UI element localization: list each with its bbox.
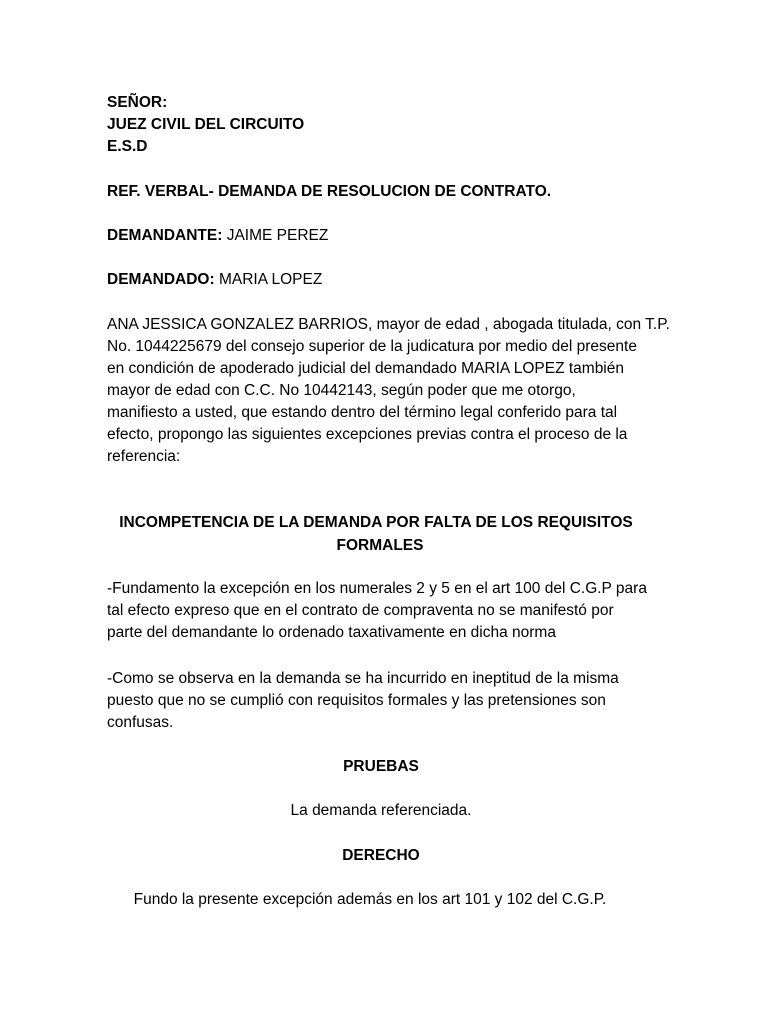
defendant-line bbox=[107, 269, 322, 291]
derecho-text: Fundo la presente excepción además en los art 101 y 102 del C.G.P. bbox=[133, 891, 607, 908]
plaintiff-line bbox=[107, 225, 328, 247]
intro-line: No. 1044225679 del consejo superior de la judicatura por medio del presente bbox=[107, 338, 637, 355]
reference-line: REF. VERBAL- DEMANDA DE RESOLUCION DE CONTRATO. bbox=[107, 183, 552, 200]
salutation: SEÑOR: bbox=[107, 94, 168, 111]
defendant-label: DEMANDADO: bbox=[107, 271, 215, 288]
intro-line: referencia: bbox=[107, 448, 181, 465]
derecho-heading: DERECHO bbox=[342, 847, 420, 864]
intro-line: efecto, propongo las siguientes excepciones previas contra el proceso de la bbox=[107, 426, 628, 443]
addressee-judge: JUEZ CIVIL DEL CIRCUITO bbox=[107, 116, 305, 133]
section-heading-line: INCOMPETENCIA DE LA DEMANDA POR FALTA DE LOS REQUISITOS bbox=[119, 514, 633, 531]
plaintiff-label: DEMANDANTE: bbox=[107, 227, 223, 244]
fundamento-line: parte del demandante lo ordenado taxativamente en dicha norma bbox=[107, 624, 556, 641]
observa-line: puesto que no se cumplió con requisitos formales y las pretensiones son bbox=[107, 692, 606, 709]
defendant-name: MARIA LOPEZ bbox=[214, 271, 323, 288]
intro-line: en condición de apoderado judicial del demandado MARIA LOPEZ también bbox=[107, 360, 624, 377]
observa-line: confusas. bbox=[107, 714, 174, 731]
pruebas-text: La demanda referenciada. bbox=[290, 802, 472, 819]
observa-line: -Como se observa en la demanda se ha incurrido en ineptitud de la misma bbox=[107, 670, 619, 687]
addressee-esd: E.S.D bbox=[107, 138, 148, 155]
intro-line: manifiesto a usted, que estando dentro del término legal conferido para tal bbox=[107, 404, 618, 421]
fundamento-line: tal efecto expreso que en el contrato de compraventa no se manifestó por bbox=[107, 602, 614, 619]
intro-line: mayor de edad con C.C. No 10442143, según poder que me otorgo, bbox=[107, 382, 576, 399]
pruebas-heading: PRUEBAS bbox=[343, 758, 419, 775]
section-heading-line: FORMALES bbox=[336, 537, 424, 554]
fundamento-line: -Fundamento la excepción en los numerales 2 y 5 en el art 100 del C.G.P para bbox=[107, 580, 647, 597]
plaintiff-name: JAIME PEREZ bbox=[222, 227, 329, 244]
intro-line: ANA JESSICA GONZALEZ BARRIOS, mayor de edad , abogada titulada, con T.P. bbox=[107, 316, 670, 333]
